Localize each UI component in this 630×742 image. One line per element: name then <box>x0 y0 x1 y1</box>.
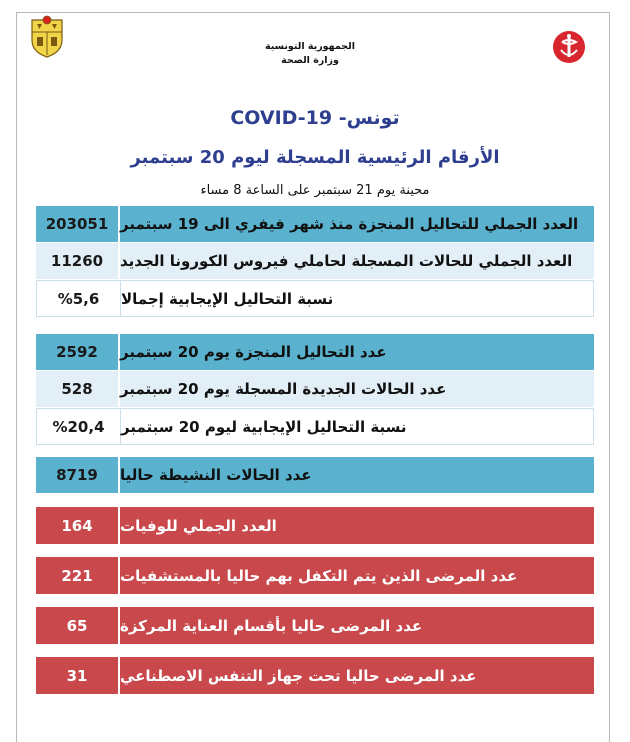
stat-row-hospitalized <box>36 557 594 594</box>
stat-value: 31 <box>36 657 120 694</box>
update-time: محينة يوم 21 سبتمبر على الساعة 8 مساء <box>200 183 430 198</box>
stat-value: 528 <box>36 371 120 407</box>
stat-label: العدد الجملي للتحاليل المنجزة منذ شهر فيفري الى 19 سبتمبر <box>120 206 594 242</box>
stat-label: العدد الجملي للوفيات <box>120 507 594 544</box>
stat-label: عدد المرضى حاليا بأقسام العناية المركزة <box>120 607 594 644</box>
stat-label: نسبة التحاليل الإيجابية ليوم 20 سبتمبر <box>121 409 593 444</box>
stat-label: عدد المرضى حاليا تحت جهاز التنفس الاصطناعي <box>120 657 594 694</box>
stat-value: 203051 <box>36 206 120 242</box>
stat-value: 65 <box>36 607 120 644</box>
stat-row-active-cases <box>36 457 594 493</box>
ministry-line-country: الجمهورية التونسية <box>265 41 355 52</box>
ministry-health-logo-icon <box>552 30 586 64</box>
stat-value: 221 <box>36 557 120 594</box>
stat-label: عدد المرضى الذين يتم التكفل بهم حاليا بالمستشفيات <box>120 557 594 594</box>
stat-value: 8719 <box>36 457 120 493</box>
page-title: COVID-19 -تونس <box>230 107 400 129</box>
ministry-heading <box>250 40 370 68</box>
stat-value: %20,4 <box>37 409 121 444</box>
ministry-line-ministry: وزارة الصحة <box>281 55 339 66</box>
page-subtitle: الأرقام الرئيسية المسجلة ليوم 20 سبتمبر <box>130 147 500 168</box>
stat-label: نسبة التحاليل الإيجابية إجمالا <box>121 281 593 316</box>
stat-row-ventilator <box>36 657 594 694</box>
stat-label: عدد الحالات الجديدة المسجلة يوم 20 سبتمبر <box>120 371 594 407</box>
stat-value: 11260 <box>36 243 120 279</box>
stat-label: عدد الحالات النشيطة حاليا <box>120 457 594 493</box>
stat-value: %5,6 <box>37 281 121 316</box>
stat-row-total-cases <box>36 243 594 279</box>
stat-row-daily-positivity <box>36 408 594 445</box>
stat-row-daily-cases <box>36 371 594 407</box>
stat-label: عدد التحاليل المنجزة يوم 20 سبتمبر <box>120 334 594 370</box>
stat-label: العدد الجملي للحالات المسجلة لحاملي فيروس الكورونا الجديد <box>120 243 594 279</box>
stat-value: 2592 <box>36 334 120 370</box>
stat-row-total-positivity <box>36 280 594 317</box>
tunisia-coat-of-arms-icon <box>28 14 66 58</box>
stat-value: 164 <box>36 507 120 544</box>
stat-row-daily-tests <box>36 334 594 370</box>
stat-row-total-tests <box>36 206 594 242</box>
stat-row-deaths <box>36 507 594 544</box>
stat-row-icu <box>36 607 594 644</box>
